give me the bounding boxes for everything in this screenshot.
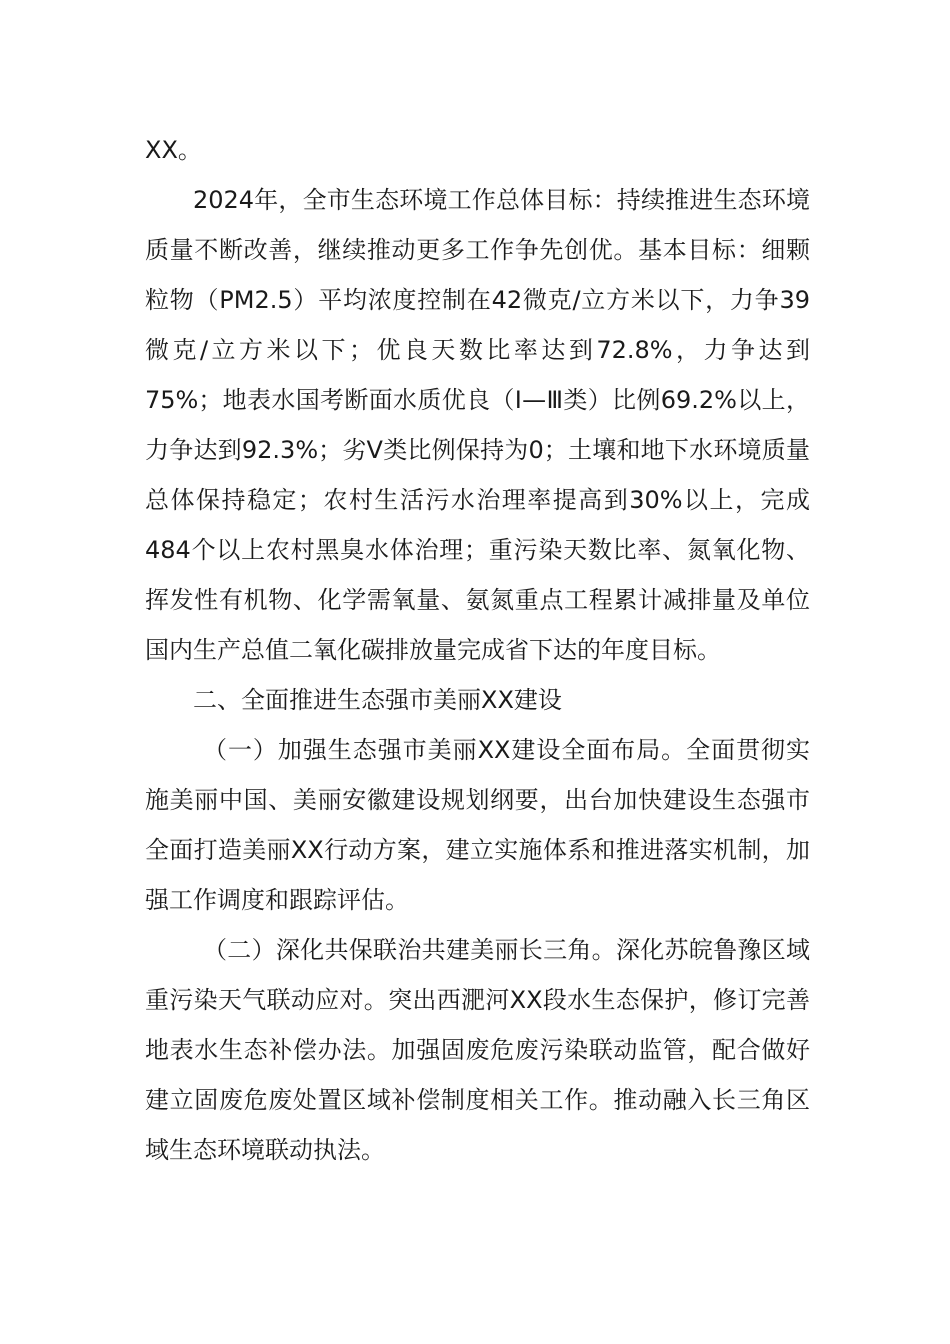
paragraph-overall-goals: 2024年，全市生态环境工作总体目标：持续推进生态环境质量不断改善，继续推动更多工作争先创优。基本目标：细颗粒物（PM2.5）平均浓度控制在42微克/立方米以下，力争39微克/立方米以下；优良天数比率达到72.8%，力争达到75%；地表水国考断面水质优良（Ⅰ—Ⅲ类）比例69.2%以上，力争达到92.3%；劣Ⅴ类比例保持为0；土壤和地下水环境质量总体保持稳定；农村生活污水治理率提高到30%以上，完成484个以上农村黑臭水体治理；重污染天数比率、氮氧化物、挥发性有机物、化学需氧量、氨氮重点工程累计减排量及单位国内生产总值二氧化碳排放量完成省下达的年度目标。 xyxy=(145,186,810,664)
section-heading-2: 二、全面推进生态强市美丽XX建设 xyxy=(193,686,562,714)
document-body xyxy=(145,125,810,1175)
paragraph-continuation: XX。 xyxy=(145,136,202,164)
paragraph-subsection-2: （二）深化共保联治共建美丽长三角。深化苏皖鲁豫区域重污染天气联动应对。突出西淝河XX段水生态保护，修订完善地表水生态补偿办法。加强固废危废污染联动监管，配合做好建立固废危废处置区域补偿制度相关工作。推动融入长三角区域生态环境联动执法。 xyxy=(145,936,810,1164)
paragraph-subsection-1: （一）加强生态强市美丽XX建设全面布局。全面贯彻实施美丽中国、美丽安徽建设规划纲要，出台加快建设生态强市全面打造美丽XX行动方案，建立实施体系和推进落实机制，加强工作调度和跟踪评估。 xyxy=(145,736,810,914)
